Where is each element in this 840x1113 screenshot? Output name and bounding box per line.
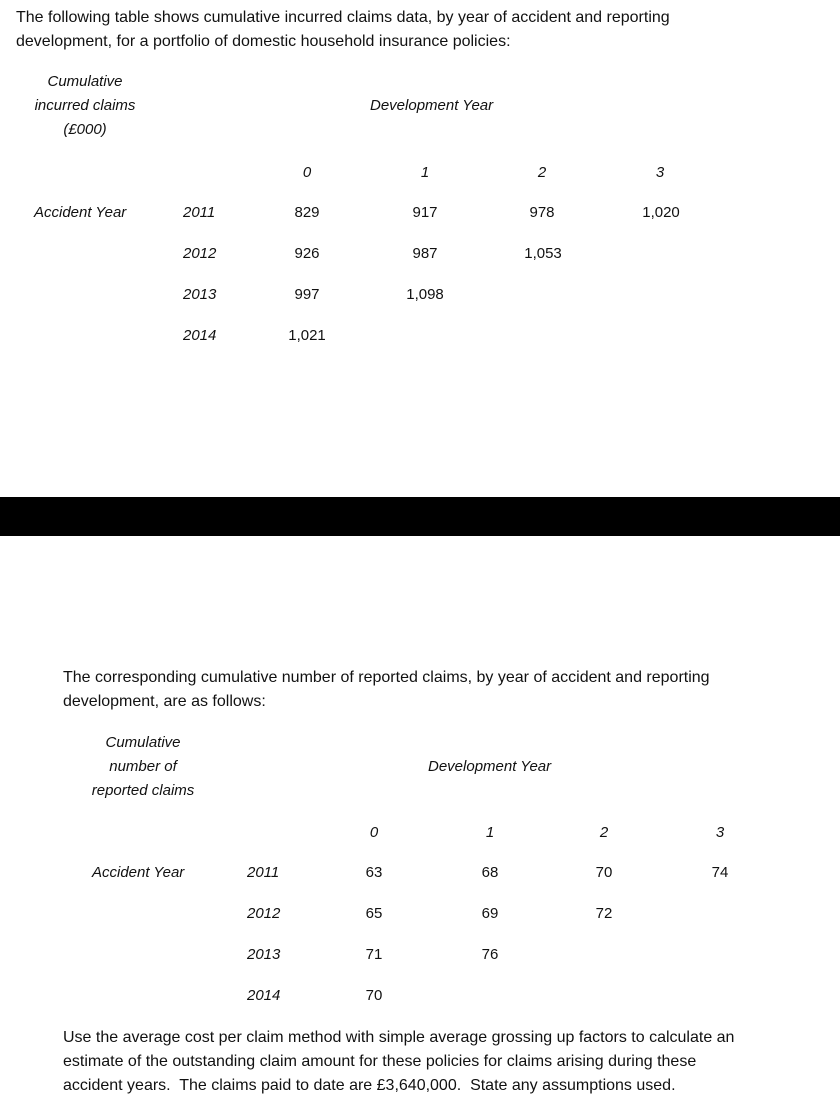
table1-cell: 926 [294,245,320,262]
question-line-3: accident years. The claims paid to date are £3,640,000. State any assumptions used. [63,1077,676,1094]
table2-cell: 74 [711,864,729,881]
table1-dev-year-title: Development Year [370,97,494,114]
table1-dev-header-0: 0 [302,164,312,181]
table2-corner-line-1: Cumulative [105,734,181,751]
table1-dev-header-1: 1 [420,164,430,181]
table2-dev-header-3: 3 [715,824,725,841]
table1-cell: 1,021 [288,327,326,344]
table2-corner-line-2: number of [109,758,177,775]
table1-cell: 997 [294,286,320,303]
table2-cell: 70 [365,987,383,1004]
table2-accident-year-label: Accident Year [92,864,185,881]
table1-row-year: 2013 [183,286,217,303]
table2-row-year: 2011 [247,864,280,881]
table1-dev-header-2: 2 [537,164,547,181]
table2-cell: 63 [365,864,383,881]
table2-cell: 71 [365,946,383,963]
question-line-2: estimate of the outstanding claim amount for these policies for claims arising during these [63,1053,697,1070]
table1-row-year: 2011 [183,204,216,221]
table1-cell: 978 [529,204,555,221]
table2-cell: 72 [595,905,613,922]
table1-corner-line-1: Cumulative [47,73,123,90]
mid-line-1: The corresponding cumulative number of reported claims, by year of accident and reporting [63,669,710,686]
mid-line-2: development, are as follows: [63,693,266,710]
black-separator-band [0,497,840,536]
table2-corner-line-3: reported claims [91,782,195,799]
table2-dev-year-title: Development Year [428,758,552,775]
table1-cell: 917 [412,204,438,221]
table1-corner-line-2: incurred claims [34,97,136,114]
table2-cell: 65 [365,905,383,922]
table1-cell: 987 [412,245,438,262]
table1-cell: 829 [294,204,320,221]
table2-cell: 76 [481,946,499,963]
table1-cell: 1,053 [524,245,562,262]
question-line-1: Use the average cost per claim method with simple average grossing up factors to calculate an [63,1029,735,1046]
table1-row-year: 2014 [183,327,217,344]
table1-corner-line-3: (£000) [63,121,107,138]
table2-row-year: 2013 [247,946,281,963]
table1-accident-year-label: Accident Year [34,204,127,221]
table2-cell: 68 [481,864,499,881]
table2-row-year: 2012 [247,905,281,922]
table1-cell: 1,020 [642,204,680,221]
table2-dev-header-1: 1 [485,824,495,841]
intro-line-2: development, for a portfolio of domestic household insurance policies: [16,33,511,50]
table2-dev-header-0: 0 [369,824,379,841]
table1-row-year: 2012 [183,245,217,262]
table1-cell: 1,098 [406,286,444,303]
table2-dev-header-2: 2 [599,824,609,841]
table1-dev-header-3: 3 [655,164,665,181]
intro-line-1: The following table shows cumulative incurred claims data, by year of accident and reporting [16,9,670,26]
table2-cell: 70 [595,864,613,881]
table2-row-year: 2014 [247,987,281,1004]
table2-cell: 69 [481,905,499,922]
